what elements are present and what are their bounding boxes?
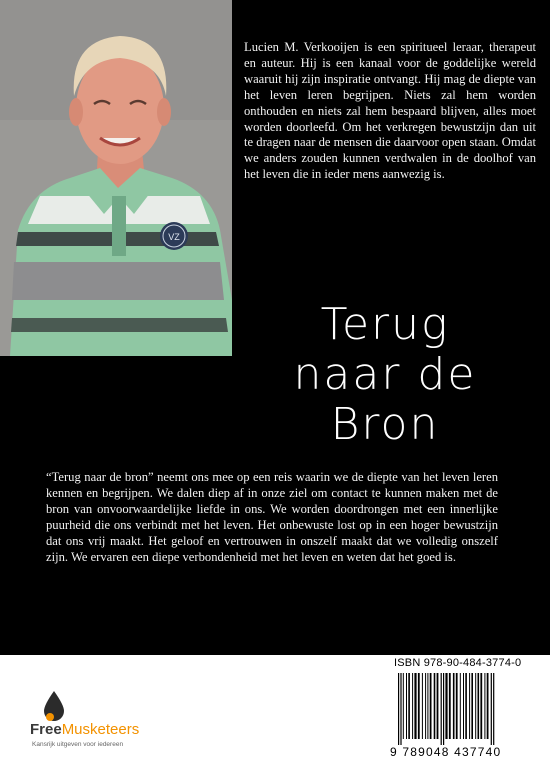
barcode-bar (418, 673, 420, 739)
book-title (250, 300, 520, 450)
barcode-bar (453, 673, 455, 739)
barcode-bar (443, 673, 444, 745)
barcode-bar (430, 673, 432, 739)
shirt-badge-text: VZ (168, 232, 180, 242)
barcode-bar (403, 673, 404, 739)
barcode-bar (480, 673, 482, 739)
barcode-bar (437, 673, 439, 739)
barcode-bar (449, 673, 451, 739)
barcode-bar (398, 673, 399, 745)
barcode-bar (471, 673, 473, 739)
barcode-bar (406, 673, 407, 739)
barcode-bar (491, 673, 492, 745)
title-line-2: naar de (293, 349, 477, 400)
barcode-bar (445, 673, 447, 739)
barcode-bar (460, 673, 461, 739)
barcode-bar (412, 673, 413, 739)
barcode-number: 9 789048 437740 (390, 745, 502, 759)
title-line-3: Bron (330, 399, 440, 450)
publisher-tagline: Kansrijk uitgeven voor iedereen (32, 741, 124, 748)
barcode-bar (400, 673, 401, 745)
barcode-bar (456, 673, 458, 739)
book-blurb: “Terug naar de bron” neemt ons mee op een reis waarin we de diepte van het leven leren kennen en begrijpen. We dalen diep af in onze ziel om contact te kunnen maken met de bron van onvoorwaardelijke liefde in ons. We worden doordrongen met een innerlijke puurheid die ons verbindt met het leven. Het onbewuste lost op in een hoger bewustzijn dat ons vrij maakt. Het geloof en vertrouwen in onszelf maakt dat we volledig onszelf zijn. We ervaren een diepe verbondenheid met het leven en weten dat het goed is. (46, 470, 498, 564)
publisher-name-part2: Musketeers (61, 721, 140, 738)
barcode-bar (422, 673, 423, 739)
author-bio: Lucien M. Verkooijen is een spiritueel leraar, therapeut en auteur. Hij is een kanaal voor de goddelijke wereld waaruit hij zijn inspiratie ontvangt. Hij mag de diepte van het leven leren begrijpen. Niets zal hem worden onthouden en niets zal hem bespaard blijven, alles moet worden doorleefd. Om het verkregen bewustzijn dan uit te dragen naar de mensen die daarvoor open staan. Omdat we anders zouden kunnen verdwalen in de doolhof van het leven die in ieder mens aanwezig is. (244, 40, 536, 182)
barcode-bar (425, 673, 426, 739)
barcode-bar (493, 673, 494, 745)
title-line-1: Terug (320, 299, 450, 350)
barcode-bar (478, 673, 480, 739)
isbn-label: ISBN 978-90-484-3774-0 (394, 657, 522, 669)
barcode-bar (484, 673, 485, 739)
publisher-logo (30, 691, 200, 751)
isbn-block (390, 657, 540, 769)
barcode (390, 673, 540, 745)
publisher-name-part1: Free (30, 721, 62, 738)
barcode-bar (434, 673, 436, 739)
publisher-drop-icon (40, 691, 68, 721)
footer-strip (0, 655, 550, 781)
barcode-bar (475, 673, 476, 739)
barcode-bar (487, 673, 489, 739)
barcode-bar (441, 673, 442, 745)
barcode-bar (414, 673, 416, 739)
author-photo (0, 0, 232, 356)
barcode-bar (465, 673, 467, 739)
barcode-bar (408, 673, 410, 739)
barcode-bar (463, 673, 464, 739)
publisher-name (30, 721, 139, 738)
barcode-bar (427, 673, 428, 739)
barcode-bar (469, 673, 470, 739)
